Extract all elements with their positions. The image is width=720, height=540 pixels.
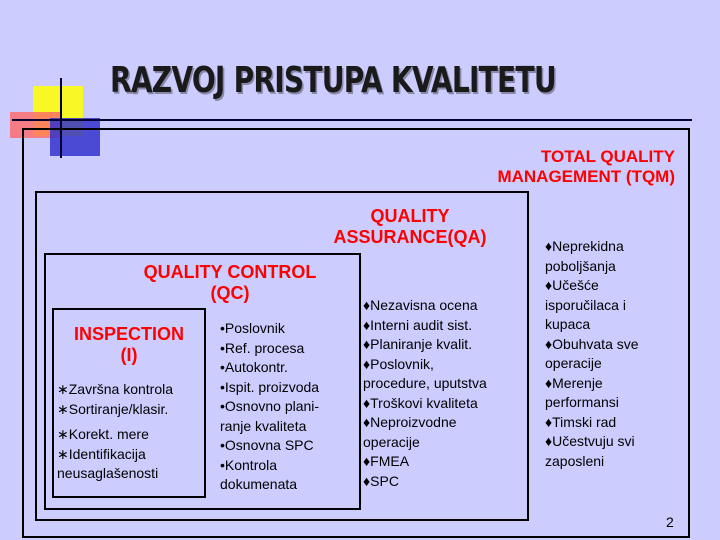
- qa-item: ♦FMEA: [363, 453, 410, 469]
- tqm-heading-line: MANAGEMENT (TQM): [497, 166, 675, 186]
- tqm-item: performansi: [545, 394, 619, 410]
- inspection-heading: [56, 324, 202, 365]
- tqm-heading-line: TOTAL QUALITY: [540, 147, 675, 166]
- inspection-item: ∗Korekt. mere: [57, 426, 149, 442]
- slide-title: RAZVOJ PRISTUPA KVALITETU: [110, 60, 556, 101]
- tqm-item: ♦Učešće: [545, 277, 599, 293]
- inspection-item: neusaglašenosti: [57, 465, 159, 481]
- qa-item: ♦Neproizvodne: [363, 414, 457, 430]
- qc-item: •Osnovna SPC: [220, 437, 314, 453]
- qa-heading: [290, 206, 530, 247]
- qc-item: dokumenata: [220, 476, 298, 492]
- page-number: 2: [666, 514, 674, 530]
- qc-item: •Ispit. proizvoda: [220, 378, 320, 395]
- qa-item: ♦Poslovnik,: [363, 355, 434, 372]
- qa-heading-line: ASSURANCE(QA): [333, 226, 487, 247]
- tqm-heading: [415, 147, 675, 186]
- inspection-heading-line: (I): [120, 344, 138, 365]
- qc-item: ranje kvaliteta: [220, 417, 307, 434]
- tqm-item: zaposleni: [545, 452, 605, 469]
- qc-item: •Poslovnik: [220, 320, 285, 336]
- qc-heading-line: (QC): [210, 282, 250, 303]
- tqm-item: ♦Neprekidna: [545, 238, 624, 254]
- tqm-item: ♦Timski rad: [545, 413, 617, 430]
- qc-item: •Osnovno plani-: [220, 398, 320, 414]
- tqm-item: ♦Merenje: [545, 374, 603, 391]
- title-underline: [12, 119, 692, 121]
- tqm-list: [545, 237, 639, 471]
- qa-item: ♦Troškovi kvaliteta: [363, 394, 478, 411]
- qa-item: ♦Nezavisna ocena: [363, 297, 478, 313]
- qc-heading-line: QUALITY CONTROL: [143, 262, 317, 282]
- inspection-item: ∗Završna kontrola: [57, 381, 173, 397]
- tqm-item: ♦Učestvuju svi: [545, 433, 635, 449]
- tqm-item: isporučilaca i: [545, 296, 626, 313]
- qc-item: •Autokontr.: [220, 359, 288, 375]
- qa-item: ♦SPC: [363, 472, 399, 489]
- inspection-list: [57, 380, 173, 484]
- qa-list: [363, 296, 487, 491]
- qc-list: [220, 319, 319, 495]
- tqm-item: kupaca: [545, 316, 591, 332]
- qa-heading-line: QUALITY: [370, 206, 450, 226]
- tqm-item: operacije: [545, 355, 602, 371]
- qc-item: •Kontrola: [220, 456, 278, 473]
- qa-item: operacije: [363, 433, 420, 450]
- inspection-item: ∗Identifikacija: [57, 445, 146, 462]
- qa-item: procedure, uputstva: [363, 375, 487, 391]
- inspection-item: ∗Sortiranje/klasir.: [57, 400, 169, 417]
- inspection-heading-line: INSPECTION: [73, 324, 184, 344]
- qc-heading: [110, 262, 350, 303]
- tqm-item: poboljšanja: [545, 257, 616, 274]
- qa-item: ♦Interni audit sist.: [363, 316, 473, 333]
- tqm-item: ♦Obuhvata sve: [545, 335, 639, 352]
- qc-item: •Ref. procesa: [220, 339, 305, 356]
- qa-item: ♦Planiranje kvalit.: [363, 336, 473, 352]
